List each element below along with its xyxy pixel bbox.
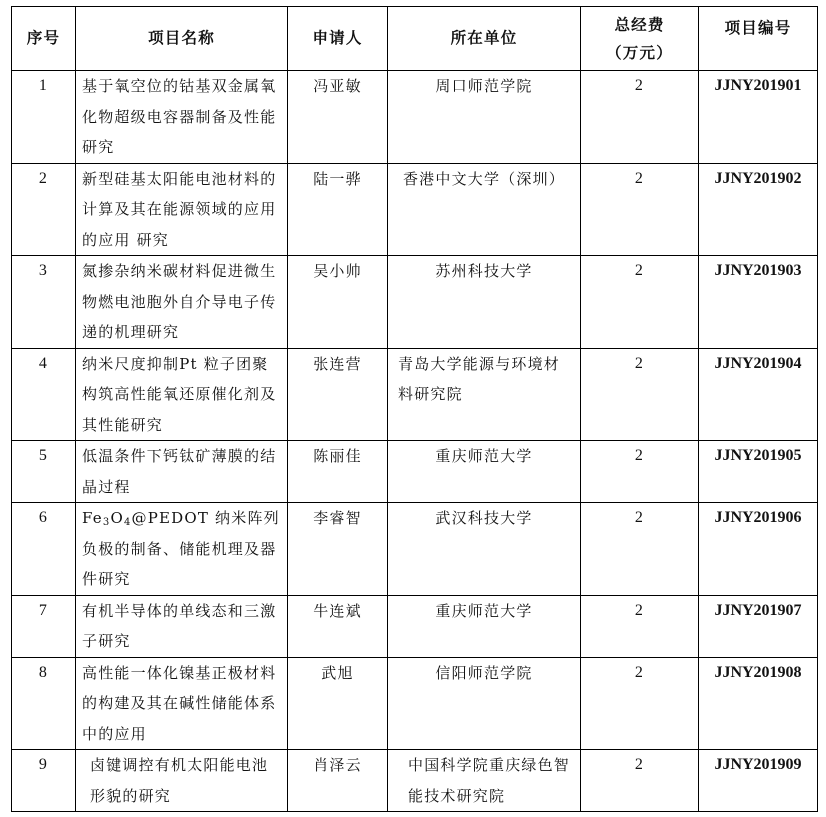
formula-sub-4: 4 — [123, 517, 132, 528]
header-index: 序号 — [12, 7, 76, 71]
formula-sub-3: 3 — [102, 517, 111, 528]
header-unit: 所在单位 — [388, 7, 581, 71]
row-code: JJNY201903 — [699, 256, 818, 349]
row-unit: 香港中文大学（深圳） — [388, 163, 581, 256]
header-fund — [581, 7, 699, 71]
row-project-name: 氮掺杂纳米碳材料促进微生物燃电池胞外自介导电子传递的机理研究 — [76, 256, 288, 349]
table-row — [12, 595, 818, 657]
row-unit: 重庆师范大学 — [388, 441, 581, 503]
row-fund: 2 — [581, 71, 699, 164]
row-index: 9 — [12, 750, 76, 812]
row-code: JJNY201909 — [699, 750, 818, 812]
row-applicant: 陈丽佳 — [288, 441, 388, 503]
row-fund: 2 — [581, 503, 699, 596]
header-code: 项目编号 — [699, 7, 818, 71]
row-index: 1 — [12, 71, 76, 164]
formula-o: O — [110, 509, 124, 527]
row-code: JJNY201902 — [699, 163, 818, 256]
header-fund-line2: （万元） — [606, 43, 673, 62]
row-applicant: 牛连斌 — [288, 595, 388, 657]
project-table — [11, 6, 818, 812]
row-unit: 中国科学院重庆绿色智能技术研究院 — [388, 750, 581, 812]
row-unit: 信阳师范学院 — [388, 657, 581, 750]
formula-fe: Fe — [82, 509, 103, 527]
table-row — [12, 163, 818, 256]
row-project-name: 纳米尺度抑制Pt 粒子团聚构筑高性能氧还原催化剂及其性能研究 — [76, 348, 288, 441]
table-row — [12, 256, 818, 349]
row-fund: 2 — [581, 657, 699, 750]
row-project-name: 高性能一体化镍基正极材料的构建及其在碱性储能体系中的应用 — [76, 657, 288, 750]
row-applicant: 肖泽云 — [288, 750, 388, 812]
row-unit: 周口师范学院 — [388, 71, 581, 164]
row-index: 6 — [12, 503, 76, 596]
row-applicant: 李睿智 — [288, 503, 388, 596]
row-project-name: 有机半导体的单线态和三激子研究 — [76, 595, 288, 657]
row-project-name: 卤键调控有机太阳能电池形貌的研究 — [76, 750, 288, 812]
row-applicant: 冯亚敏 — [288, 71, 388, 164]
row-fund: 2 — [581, 441, 699, 503]
table-row — [12, 441, 818, 503]
row-unit: 重庆师范大学 — [388, 595, 581, 657]
row-project-name: 新型硅基太阳能电池材料的计算及其在能源领域的应用的应用 研究 — [76, 163, 288, 256]
row-fund: 2 — [581, 348, 699, 441]
header-fund-line1: 总经费 — [614, 15, 665, 34]
row-index: 4 — [12, 348, 76, 441]
row-fund: 2 — [581, 595, 699, 657]
header-row — [12, 7, 818, 71]
header-applicant: 申请人 — [288, 7, 388, 71]
table-row — [12, 503, 818, 596]
row-code: JJNY201904 — [699, 348, 818, 441]
row-index: 7 — [12, 595, 76, 657]
row-index: 2 — [12, 163, 76, 256]
header-name: 项目名称 — [76, 7, 288, 71]
table-row — [12, 348, 818, 441]
table-row — [12, 71, 818, 164]
row-project-name — [76, 503, 288, 596]
row-unit: 武汉科技大学 — [388, 503, 581, 596]
row-unit: 青岛大学能源与环境材料研究院 — [388, 348, 581, 441]
table-row — [12, 750, 818, 812]
table-row — [12, 657, 818, 750]
row-applicant: 张连营 — [288, 348, 388, 441]
row-project-name: 低温条件下钙钛矿薄膜的结晶过程 — [76, 441, 288, 503]
row-applicant: 陆一骅 — [288, 163, 388, 256]
row-code: JJNY201906 — [699, 503, 818, 596]
row-applicant: 武旭 — [288, 657, 388, 750]
row-fund: 2 — [581, 750, 699, 812]
row-project-name: 基于氧空位的钴基双金属氧化物超级电容器制备及性能研究 — [76, 71, 288, 164]
row-code: JJNY201907 — [699, 595, 818, 657]
row-fund: 2 — [581, 256, 699, 349]
project-name-rest: @PEDOT 纳米阵列负极的制备、储能机理及器件研究 — [82, 509, 280, 588]
row-fund: 2 — [581, 163, 699, 256]
row-index: 5 — [12, 441, 76, 503]
row-code: JJNY201908 — [699, 657, 818, 750]
row-index: 3 — [12, 256, 76, 349]
row-code: JJNY201901 — [699, 71, 818, 164]
row-code: JJNY201905 — [699, 441, 818, 503]
row-applicant: 吴小帅 — [288, 256, 388, 349]
row-index: 8 — [12, 657, 76, 750]
row-unit: 苏州科技大学 — [388, 256, 581, 349]
